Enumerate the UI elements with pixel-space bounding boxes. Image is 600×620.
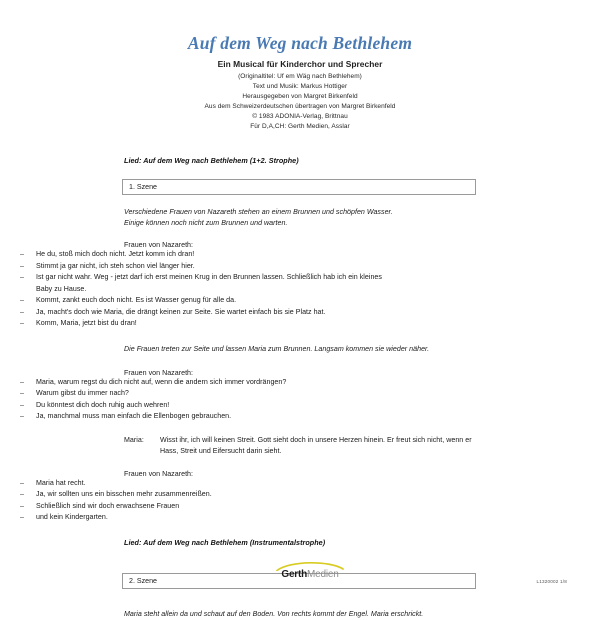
list-item [0,411,388,422]
list-item [0,377,388,388]
list-item-text: Komm, Maria, jetzt bist du dran! [36,319,137,328]
dialogue-list-3 [0,478,600,524]
scene-1-heading-box [122,179,476,195]
page-code: L1320002 1/8 [536,579,567,584]
speaker-label-frauen-3: Frauen von Nazareth: [124,469,194,478]
list-item [0,249,388,260]
list-item [0,261,388,272]
credit-line-2: Text und Musik: Markus Hottiger [252,83,348,90]
list-item [0,388,388,399]
dash-bullet-icon: – [20,296,24,305]
speaker-label-frauen-2: Frauen von Nazareth: [124,368,194,377]
spacer [0,458,600,470]
scene-1-stage-direction-2: Die Frauen treten zur Seite und lassen Maria zum Brunnen. Langsam kommen sie wieder näher. [124,344,430,353]
page-title: Auf dem Weg nach Bethlehem [187,33,413,53]
list-item [0,512,388,523]
dash-bullet-icon: – [20,513,24,522]
credit-line-5: © 1983 ADONIA-Verlag, Brittnau [252,112,348,120]
list-item-text: Du könntest dich doch ruhig auch wehren! [36,400,170,409]
scene-2-stage-direction-1: Maria steht allein da und schaut auf den Boden. Von rechts kommt der Engel. Maria erschrickt. [124,609,424,618]
document-header [0,0,600,131]
spacer [0,195,600,207]
list-item-text: Maria hat recht. [36,478,86,487]
spacer [0,229,600,241]
dialogue-list-1 [0,249,600,329]
song-cue-2: Lied: Auf dem Weg nach Bethlehem (Instrumentalstrophe) [124,537,326,547]
speaker-label-frauen-1: Frauen von Nazareth: [124,241,194,250]
credit-line-4: Aus dem Schweizerdeutschen übertragen von Margret Birkenfeld [204,102,396,110]
spacer [0,330,600,344]
list-item-text: Ja, manchmal muss man einfach die Ellenbogen gebrauchen. [36,412,232,421]
list-item-text: Maria, warum regst du dich nicht auf, wenn die andern sich immer vordrängen? [36,377,287,386]
dash-bullet-icon: – [20,319,24,328]
list-item [0,295,388,306]
list-item [0,478,388,489]
dash-bullet-icon: – [20,250,24,259]
credit-line-3: Herausgegeben von Margret Birkenfeld [242,92,358,100]
list-item-text: Stimmt ja gar nicht, ich steh schon viel länger hier. [36,261,195,270]
dialogue-list-2 [0,377,600,423]
dash-bullet-icon: – [20,478,24,487]
scene-2-label: 2. Szene [129,576,158,585]
page-footer [0,558,600,592]
scene-1-stage-direction-1a: Verschiedene Frauen von Nazareth stehen an einem Brunnen und schöpfen Wasser. [124,208,393,217]
list-item [0,400,388,411]
list-item-text: und kein Kindergarten. [36,513,108,522]
list-item [0,318,388,329]
dash-bullet-icon: – [20,307,24,316]
dash-bullet-icon: – [20,400,24,409]
logo-secondary-text: Medien [307,569,339,580]
dash-bullet-icon: – [20,273,24,282]
logo-wordmark [272,569,348,580]
credit-line-6: Für D,A,CH: Gerth Medien, Asslar [250,122,350,130]
speaker-label-maria: Maria: [124,435,144,444]
maria-speech-text: Wisst ihr, ich will keinen Streit. Gott sieht doch in unsere Herzen hinein. Er freut sich nicht, wenn er Hass, Streit und Eifersucht darin sieht. [160,435,472,456]
document-subtitle: Ein Musical für Kinderchor und Sprecher [217,59,383,70]
dash-bullet-icon: – [20,377,24,386]
list-item [0,307,388,318]
dash-bullet-icon: – [20,389,24,398]
gerth-medien-logo [272,560,348,584]
spacer [0,423,600,435]
dash-bullet-icon: – [20,412,24,421]
list-item [0,272,388,295]
list-item-text: Ja, wir sollten uns ein bisschen mehr zusammenreißen. [36,490,212,499]
list-item-text: Schließlich sind wir doch erwachsene Frauen [36,501,180,510]
maria-speech [124,435,600,458]
document-body [0,156,600,619]
list-item-text: He du, stoß mich doch nicht. Jetzt komm ich dran! [36,250,195,259]
credit-line-1: (Originaltitel: Uf em Wäg nach Bethlehem) [238,73,362,81]
spacer [0,355,600,369]
list-item-text: Warum gibst du immer nach? [36,389,129,398]
logo-primary-text: Gerth [281,569,308,580]
scene-1-stage-direction-1b: Einige können noch nicht zum Brunnen und warten. [124,219,288,228]
list-item [0,501,388,512]
scene-1-label: 1. Szene [129,183,158,192]
dash-bullet-icon: – [20,490,24,499]
list-item [0,489,388,500]
dash-bullet-icon: – [20,261,24,270]
dash-bullet-icon: – [20,501,24,510]
list-item-text: Ist gar nicht wahr. Weg - jetzt darf ich erst meinen Krug in den Brunnen lassen. Schließlich hab ich ein kleines Baby zu Hause. [36,273,382,293]
song-cue-1: Lied: Auf dem Weg nach Bethlehem (1+2. Strophe) [124,156,299,166]
list-item-text: Ja, macht's doch wie Maria, die drängt keinen zur Seite. Sie wartet einfach bis sie Platz hat. [36,307,326,316]
spacer [0,165,600,179]
spacer [0,524,600,538]
list-item-text: Kommt, zankt euch doch nicht. Es ist Wasser genug für alle da. [36,296,237,305]
